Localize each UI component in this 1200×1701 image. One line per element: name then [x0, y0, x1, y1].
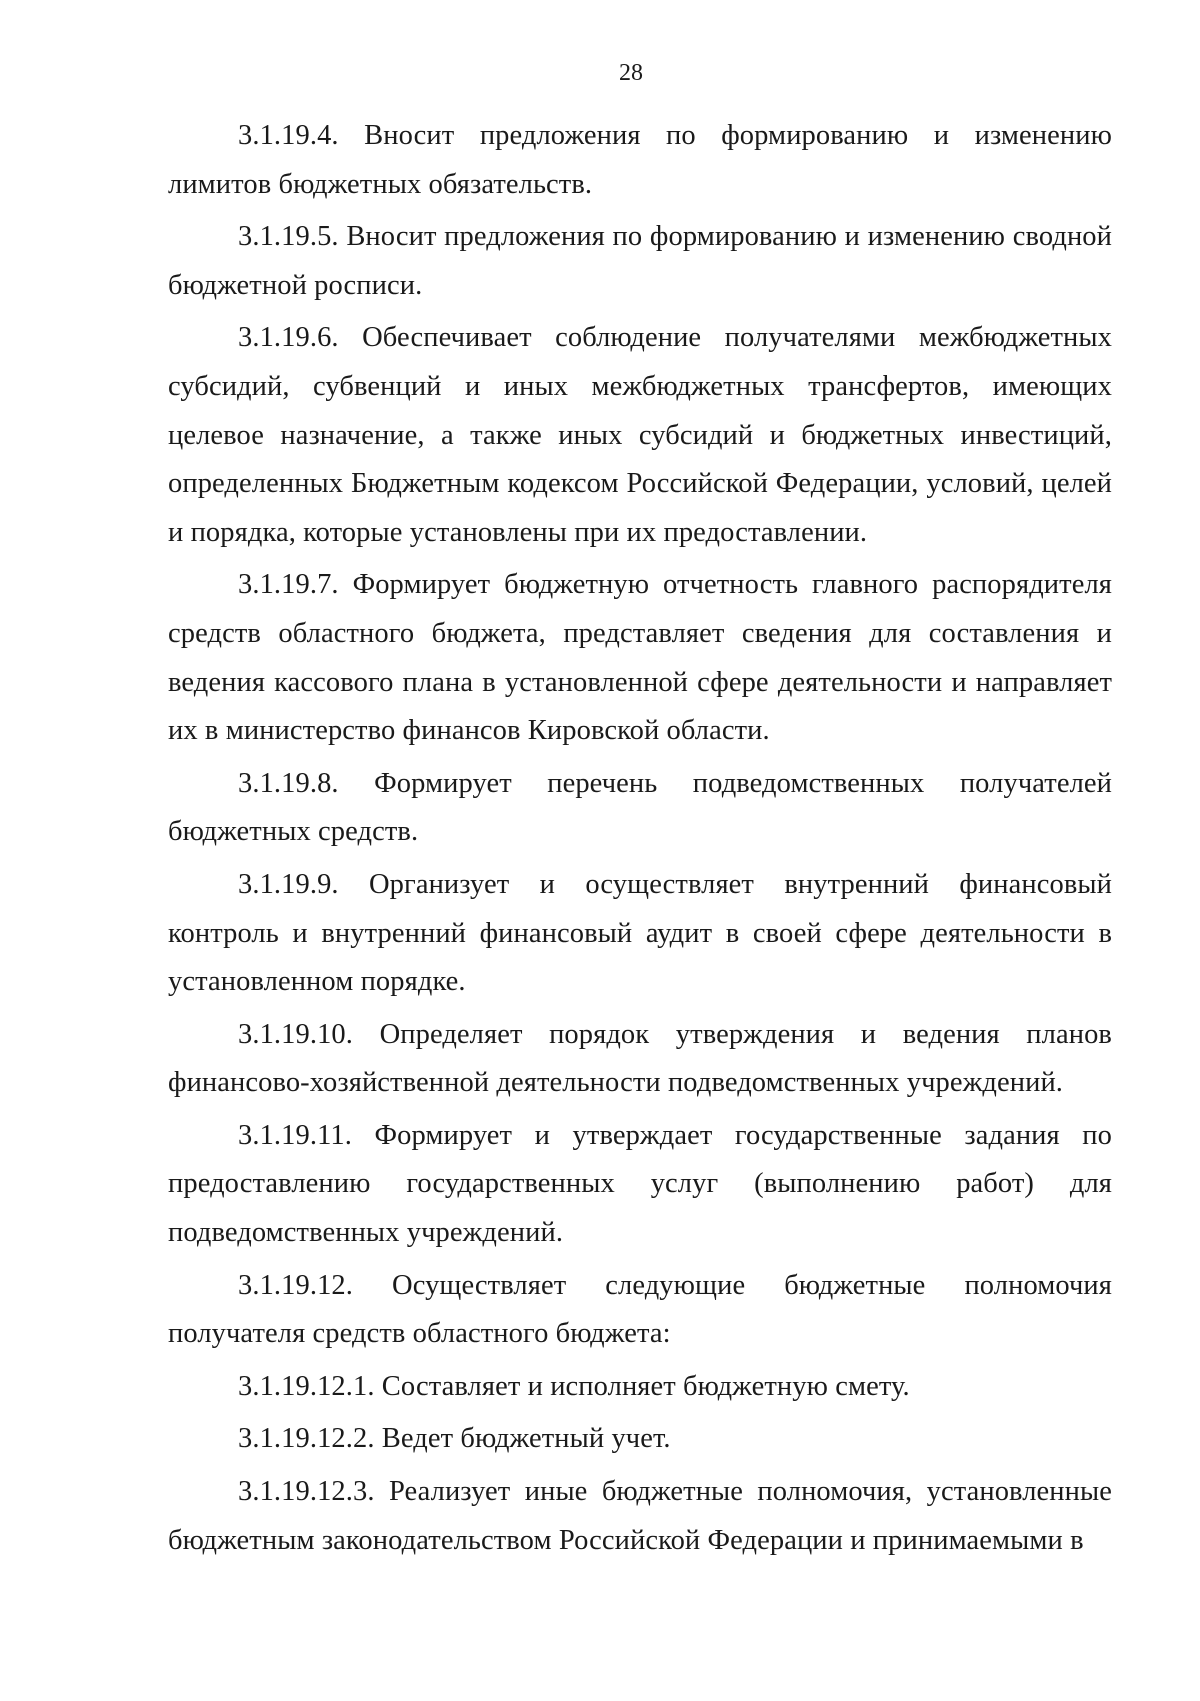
paragraph-3-1-19-12-2: 3.1.19.12.2. Ведет бюджетный учет. — [238, 1423, 671, 1455]
paragraph-3-1-19-12-1: 3.1.19.12.1. Составляет и исполняет бюджетную смету. — [238, 1370, 910, 1402]
document-body — [168, 112, 1112, 1569]
paragraph-3-1-19-11: 3.1.19.11. Формирует и утверждает государственные задания по предоставлению государственных услуг (выполнению работ) для подведомственных учреждений. — [168, 1119, 1112, 1249]
paragraph-3-1-19-8: 3.1.19.8. Формирует перечень подведомственных получателей бюджетных средств. — [168, 767, 1112, 848]
paragraph-3-1-19-4: 3.1.19.4. Вносит предложения по формированию и изменению лимитов бюджетных обязательств. — [168, 120, 1112, 200]
paragraph-3-1-19-12: 3.1.19.12. Осуществляет следующие бюджетные полномочия получателя средств областного бюджета: — [168, 1269, 1112, 1350]
paragraph-3-1-19-7: 3.1.19.7. Формирует бюджетную отчетность главного распорядителя средств областного бюджета, представляет сведения для составления и ведения кассового плана в установленной сфере деятельности и направляет их в министерство финансов Кировской области. — [168, 569, 1112, 747]
paragraph-3-1-19-5: 3.1.19.5. Вносит предложения по формированию и изменению сводной бюджетной росписи. — [168, 221, 1112, 301]
paragraph-3-1-19-12-3: 3.1.19.12.3. Реализует иные бюджетные полномочия, установленные бюджетным законодательством Российской Федерации и принимаемыми в — [168, 1476, 1112, 1556]
paragraph-3-1-19-10: 3.1.19.10. Определяет порядок утверждения и ведения планов финансово-хозяйственной деятельности подведомственных учреждений. — [168, 1018, 1112, 1099]
paragraph-3-1-19-6: 3.1.19.6. Обеспечивает соблюдение получателями межбюджетных субсидий, субвенций и иных межбюджетных трансфертов, имеющих целевое назначение, а также иных субсидий и бюджетных инвестиций, определенных Бюджетным кодексом Российской Федерации, условий, целей и порядка, которые установлены при их предоставлении. — [168, 322, 1112, 548]
paragraph-3-1-19-9: 3.1.19.9. Организует и осуществляет внутренний финансовый контроль и внутренний финансовый аудит в своей сфере деятельности в установленном порядке. — [168, 868, 1112, 998]
page-number: 28 — [619, 60, 643, 86]
